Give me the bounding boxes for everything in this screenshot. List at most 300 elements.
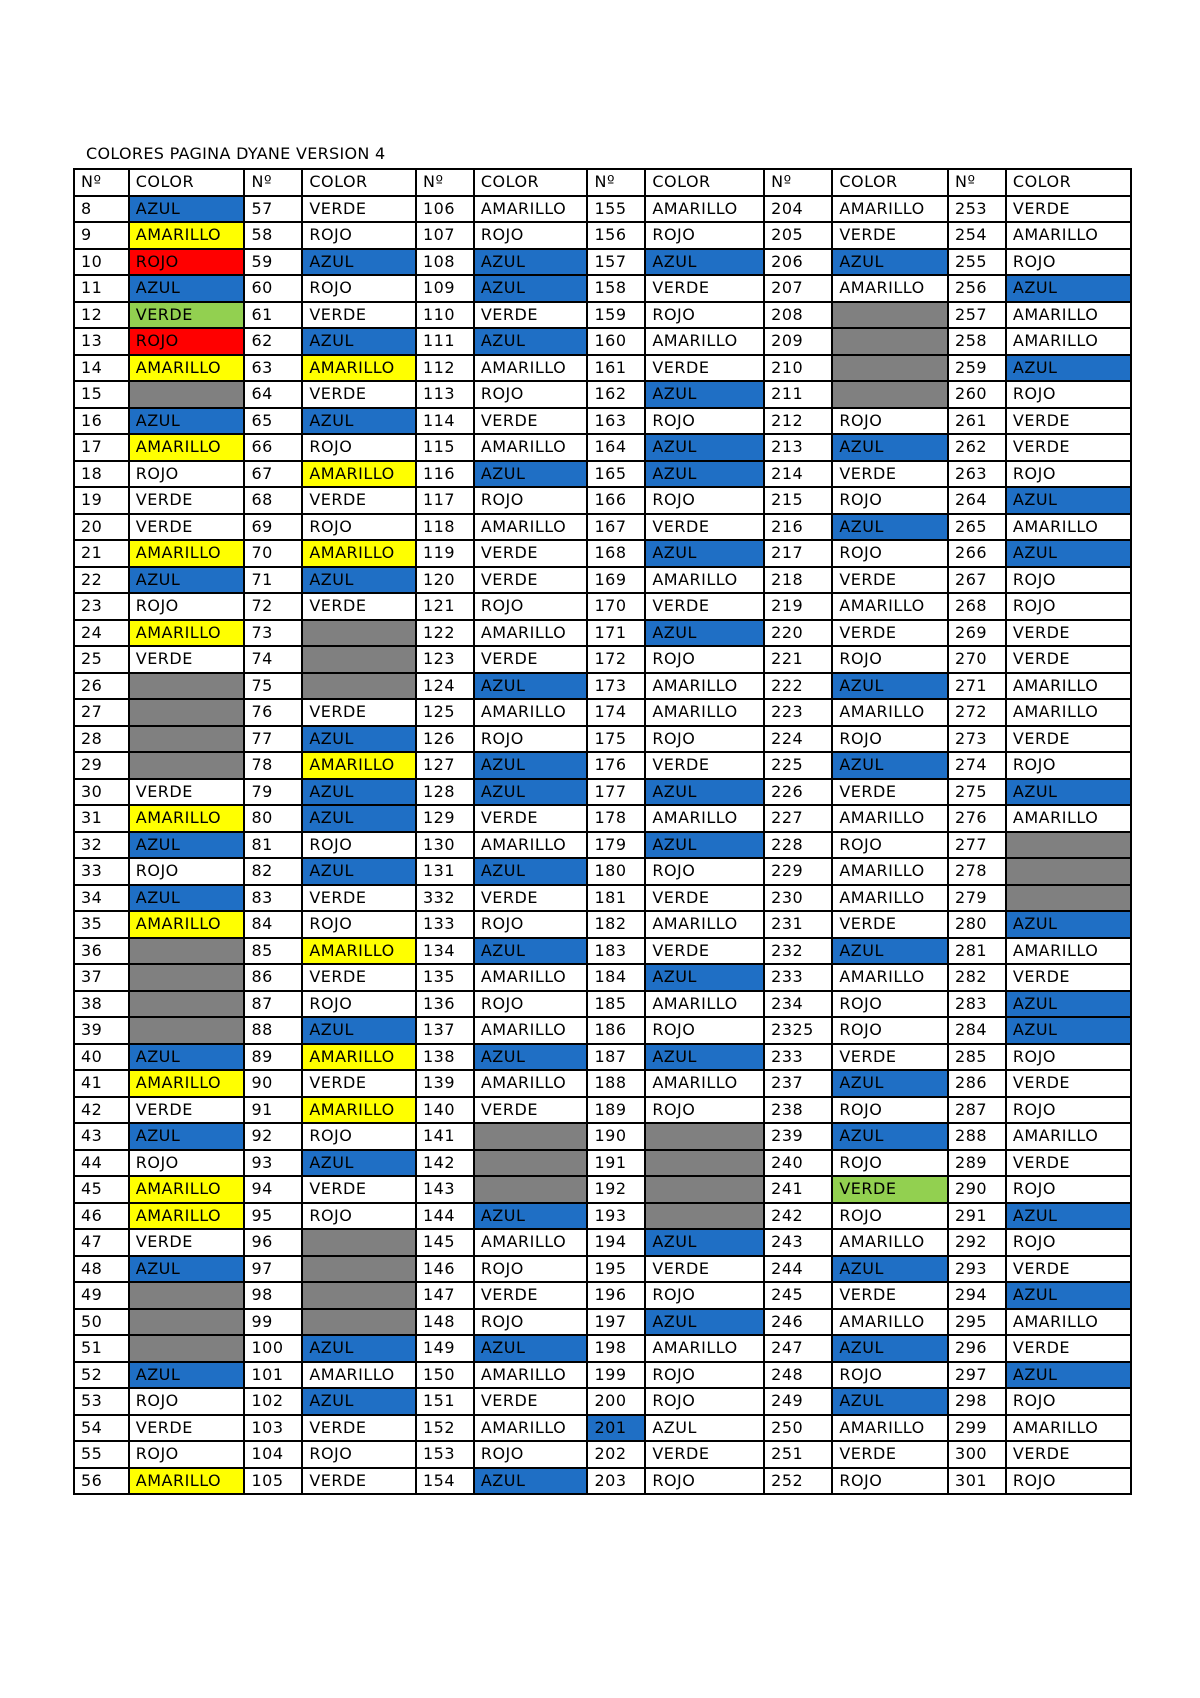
color-cell bbox=[129, 1282, 245, 1309]
color-cell: VERDE bbox=[129, 779, 245, 806]
color-cell: ROJO bbox=[1006, 1097, 1131, 1124]
number-cell: 89 bbox=[244, 1044, 302, 1071]
color-cell: VERDE bbox=[1006, 1150, 1131, 1177]
number-cell: 28 bbox=[74, 726, 129, 753]
number-cell: 188 bbox=[587, 1070, 645, 1097]
header-color: COLOR bbox=[645, 169, 764, 196]
color-cell: VERDE bbox=[832, 779, 948, 806]
number-cell: 242 bbox=[764, 1203, 832, 1230]
color-cell: VERDE bbox=[302, 885, 416, 912]
color-cell: AMARILLO bbox=[302, 355, 416, 382]
number-cell: 95 bbox=[244, 1203, 302, 1230]
number-cell: 180 bbox=[587, 858, 645, 885]
color-cell: VERDE bbox=[832, 911, 948, 938]
color-cell: ROJO bbox=[302, 222, 416, 249]
color-cell: AMARILLO bbox=[129, 1203, 245, 1230]
color-cell: ROJO bbox=[302, 991, 416, 1018]
color-cell: AZUL bbox=[645, 832, 764, 859]
number-cell: 273 bbox=[948, 726, 1006, 753]
color-cell: AZUL bbox=[302, 1335, 416, 1362]
color-cell: AZUL bbox=[474, 1203, 588, 1230]
number-cell: 110 bbox=[416, 302, 474, 329]
color-cell: AZUL bbox=[129, 408, 245, 435]
number-cell: 61 bbox=[244, 302, 302, 329]
number-cell: 96 bbox=[244, 1229, 302, 1256]
number-cell: 293 bbox=[948, 1256, 1006, 1283]
color-cell: AZUL bbox=[645, 434, 764, 461]
number-cell: 264 bbox=[948, 487, 1006, 514]
color-cell: ROJO bbox=[645, 487, 764, 514]
number-cell: 234 bbox=[764, 991, 832, 1018]
color-cell: VERDE bbox=[474, 1388, 588, 1415]
color-cell: AMARILLO bbox=[474, 1070, 588, 1097]
color-cell bbox=[832, 302, 948, 329]
color-cell: AZUL bbox=[832, 249, 948, 276]
color-cell: VERDE bbox=[1006, 196, 1131, 223]
header-color: COLOR bbox=[832, 169, 948, 196]
color-cell: AZUL bbox=[645, 461, 764, 488]
number-cell: 142 bbox=[416, 1150, 474, 1177]
color-cell bbox=[645, 1150, 764, 1177]
number-cell: 50 bbox=[74, 1309, 129, 1336]
color-cell: VERDE bbox=[129, 1097, 245, 1124]
number-cell: 193 bbox=[587, 1203, 645, 1230]
number-cell: 205 bbox=[764, 222, 832, 249]
number-cell: 101 bbox=[244, 1362, 302, 1389]
number-cell: 74 bbox=[244, 646, 302, 673]
table-row bbox=[74, 752, 1131, 779]
color-cell bbox=[832, 355, 948, 382]
number-cell: 115 bbox=[416, 434, 474, 461]
color-cell: AMARILLO bbox=[1006, 222, 1131, 249]
color-cell: AMARILLO bbox=[1006, 673, 1131, 700]
number-cell: 138 bbox=[416, 1044, 474, 1071]
color-cell bbox=[645, 1176, 764, 1203]
number-cell: 281 bbox=[948, 938, 1006, 965]
number-cell: 123 bbox=[416, 646, 474, 673]
table-row bbox=[74, 434, 1131, 461]
number-cell: 275 bbox=[948, 779, 1006, 806]
number-cell: 182 bbox=[587, 911, 645, 938]
color-cell: ROJO bbox=[129, 1441, 245, 1468]
color-cell: ROJO bbox=[302, 434, 416, 461]
number-cell: 48 bbox=[74, 1256, 129, 1283]
color-cell: ROJO bbox=[1006, 1044, 1131, 1071]
number-cell: 194 bbox=[587, 1229, 645, 1256]
color-cell: AMARILLO bbox=[302, 1362, 416, 1389]
number-cell: 81 bbox=[244, 832, 302, 859]
color-cell: ROJO bbox=[832, 991, 948, 1018]
color-cell bbox=[1006, 885, 1131, 912]
color-cell: VERDE bbox=[474, 885, 588, 912]
number-cell: 225 bbox=[764, 752, 832, 779]
color-cell: ROJO bbox=[1006, 752, 1131, 779]
table-row bbox=[74, 1017, 1131, 1044]
color-cell: AMARILLO bbox=[832, 964, 948, 991]
number-cell: 85 bbox=[244, 938, 302, 965]
table-row bbox=[74, 726, 1131, 753]
color-cell: VERDE bbox=[645, 514, 764, 541]
number-cell: 175 bbox=[587, 726, 645, 753]
number-cell: 261 bbox=[948, 408, 1006, 435]
number-cell: 291 bbox=[948, 1203, 1006, 1230]
number-cell: 131 bbox=[416, 858, 474, 885]
table-row bbox=[74, 1044, 1131, 1071]
number-cell: 190 bbox=[587, 1123, 645, 1150]
number-cell: 161 bbox=[587, 355, 645, 382]
number-cell: 26 bbox=[74, 673, 129, 700]
color-cell: AZUL bbox=[474, 1468, 588, 1495]
color-cell: AZUL bbox=[302, 779, 416, 806]
color-cell: AZUL bbox=[129, 1044, 245, 1071]
table-row bbox=[74, 487, 1131, 514]
table-row bbox=[74, 1282, 1131, 1309]
number-cell: 282 bbox=[948, 964, 1006, 991]
number-cell: 47 bbox=[74, 1229, 129, 1256]
color-cell: VERDE bbox=[129, 487, 245, 514]
number-cell: 163 bbox=[587, 408, 645, 435]
number-cell: 269 bbox=[948, 620, 1006, 647]
number-cell: 140 bbox=[416, 1097, 474, 1124]
number-cell: 25 bbox=[74, 646, 129, 673]
number-cell: 266 bbox=[948, 540, 1006, 567]
color-cell: AZUL bbox=[645, 540, 764, 567]
color-cell: AMARILLO bbox=[474, 1415, 588, 1442]
color-cell: VERDE bbox=[1006, 1441, 1131, 1468]
number-cell: 134 bbox=[416, 938, 474, 965]
number-cell: 35 bbox=[74, 911, 129, 938]
number-cell: 121 bbox=[416, 593, 474, 620]
number-cell: 78 bbox=[244, 752, 302, 779]
number-cell: 251 bbox=[764, 1441, 832, 1468]
color-cell bbox=[129, 1017, 245, 1044]
color-cell: VERDE bbox=[832, 567, 948, 594]
color-cell: AMARILLO bbox=[129, 805, 245, 832]
color-cell bbox=[129, 726, 245, 753]
number-cell: 169 bbox=[587, 567, 645, 594]
number-cell: 246 bbox=[764, 1309, 832, 1336]
number-cell: 230 bbox=[764, 885, 832, 912]
color-cell: ROJO bbox=[645, 1468, 764, 1495]
number-cell: 233 bbox=[764, 1044, 832, 1071]
number-cell: 283 bbox=[948, 991, 1006, 1018]
color-cell: AMARILLO bbox=[645, 699, 764, 726]
number-cell: 56 bbox=[74, 1468, 129, 1495]
number-cell: 145 bbox=[416, 1229, 474, 1256]
color-cell: VERDE bbox=[1006, 646, 1131, 673]
header-color: COLOR bbox=[129, 169, 245, 196]
color-cell: ROJO bbox=[645, 858, 764, 885]
number-cell: 184 bbox=[587, 964, 645, 991]
color-cell: VERDE bbox=[129, 514, 245, 541]
table-row bbox=[74, 699, 1131, 726]
number-cell: 141 bbox=[416, 1123, 474, 1150]
number-cell: 91 bbox=[244, 1097, 302, 1124]
color-cell: AZUL bbox=[129, 196, 245, 223]
number-cell: 98 bbox=[244, 1282, 302, 1309]
color-cell: AMARILLO bbox=[645, 673, 764, 700]
table-row bbox=[74, 1468, 1131, 1495]
number-cell: 84 bbox=[244, 911, 302, 938]
color-cell: AZUL bbox=[302, 1388, 416, 1415]
number-cell: 220 bbox=[764, 620, 832, 647]
header-number: Nº bbox=[416, 169, 474, 196]
number-cell: 43 bbox=[74, 1123, 129, 1150]
number-cell: 146 bbox=[416, 1256, 474, 1283]
number-cell: 14 bbox=[74, 355, 129, 382]
table-row bbox=[74, 567, 1131, 594]
number-cell: 260 bbox=[948, 381, 1006, 408]
number-cell: 214 bbox=[764, 461, 832, 488]
number-cell: 254 bbox=[948, 222, 1006, 249]
color-cell: VERDE bbox=[474, 567, 588, 594]
color-cell: AMARILLO bbox=[832, 885, 948, 912]
color-cell: ROJO bbox=[474, 222, 588, 249]
number-cell: 21 bbox=[74, 540, 129, 567]
color-cell: ROJO bbox=[1006, 461, 1131, 488]
number-cell: 71 bbox=[244, 567, 302, 594]
number-cell: 30 bbox=[74, 779, 129, 806]
number-cell: 109 bbox=[416, 275, 474, 302]
color-cell: AZUL bbox=[1006, 1017, 1131, 1044]
number-cell: 173 bbox=[587, 673, 645, 700]
color-cell: AZUL bbox=[302, 1017, 416, 1044]
color-cell: ROJO bbox=[129, 249, 245, 276]
color-cell: ROJO bbox=[832, 726, 948, 753]
color-cell: VERDE bbox=[302, 1468, 416, 1495]
color-cell: ROJO bbox=[645, 1362, 764, 1389]
number-cell: 113 bbox=[416, 381, 474, 408]
color-cell: VERDE bbox=[645, 752, 764, 779]
number-cell: 147 bbox=[416, 1282, 474, 1309]
table-row bbox=[74, 1388, 1131, 1415]
number-cell: 124 bbox=[416, 673, 474, 700]
number-cell: 216 bbox=[764, 514, 832, 541]
number-cell: 287 bbox=[948, 1097, 1006, 1124]
number-cell: 185 bbox=[587, 991, 645, 1018]
color-cell: AMARILLO bbox=[474, 1362, 588, 1389]
number-cell: 226 bbox=[764, 779, 832, 806]
number-cell: 31 bbox=[74, 805, 129, 832]
color-cell: ROJO bbox=[645, 1388, 764, 1415]
color-cell: AZUL bbox=[832, 1123, 948, 1150]
color-cell: VERDE bbox=[832, 1441, 948, 1468]
color-cell: ROJO bbox=[1006, 567, 1131, 594]
color-cell: AMARILLO bbox=[302, 540, 416, 567]
number-cell: 259 bbox=[948, 355, 1006, 382]
color-cell: AZUL bbox=[1006, 1362, 1131, 1389]
number-cell: 215 bbox=[764, 487, 832, 514]
number-cell: 10 bbox=[74, 249, 129, 276]
number-cell: 181 bbox=[587, 885, 645, 912]
table-row bbox=[74, 222, 1131, 249]
number-cell: 224 bbox=[764, 726, 832, 753]
number-cell: 36 bbox=[74, 938, 129, 965]
color-cell: VERDE bbox=[302, 699, 416, 726]
number-cell: 247 bbox=[764, 1335, 832, 1362]
number-cell: 250 bbox=[764, 1415, 832, 1442]
color-cell: AZUL bbox=[1006, 911, 1131, 938]
color-cell bbox=[302, 673, 416, 700]
number-cell: 150 bbox=[416, 1362, 474, 1389]
color-cell bbox=[832, 381, 948, 408]
color-cell: AMARILLO bbox=[474, 355, 588, 382]
number-cell: 280 bbox=[948, 911, 1006, 938]
color-cell bbox=[474, 1150, 588, 1177]
number-cell: 301 bbox=[948, 1468, 1006, 1495]
number-cell: 171 bbox=[587, 620, 645, 647]
color-cell: ROJO bbox=[645, 1017, 764, 1044]
number-cell: 133 bbox=[416, 911, 474, 938]
color-cell: AZUL bbox=[645, 779, 764, 806]
color-cell: VERDE bbox=[302, 1415, 416, 1442]
color-cell: ROJO bbox=[645, 726, 764, 753]
number-cell: 94 bbox=[244, 1176, 302, 1203]
table-row bbox=[74, 1415, 1131, 1442]
number-cell: 33 bbox=[74, 858, 129, 885]
color-cell: AZUL bbox=[302, 328, 416, 355]
number-cell: 107 bbox=[416, 222, 474, 249]
color-cell: VERDE bbox=[1006, 408, 1131, 435]
color-cell: AZUL bbox=[129, 1123, 245, 1150]
color-cell: AMARILLO bbox=[129, 434, 245, 461]
color-cell: AMARILLO bbox=[832, 805, 948, 832]
number-cell: 294 bbox=[948, 1282, 1006, 1309]
color-cell: AMARILLO bbox=[302, 938, 416, 965]
number-cell: 297 bbox=[948, 1362, 1006, 1389]
table-row bbox=[74, 1256, 1131, 1283]
color-cell: VERDE bbox=[1006, 726, 1131, 753]
color-cell: AZUL bbox=[1006, 1282, 1131, 1309]
color-cell: ROJO bbox=[129, 1150, 245, 1177]
color-cell: AZUL bbox=[832, 434, 948, 461]
number-cell: 229 bbox=[764, 858, 832, 885]
number-cell: 67 bbox=[244, 461, 302, 488]
number-cell: 300 bbox=[948, 1441, 1006, 1468]
number-cell: 19 bbox=[74, 487, 129, 514]
color-cell: ROJO bbox=[832, 487, 948, 514]
color-cell bbox=[129, 1309, 245, 1336]
color-cell: AZUL bbox=[474, 249, 588, 276]
number-cell: 63 bbox=[244, 355, 302, 382]
color-cell: AMARILLO bbox=[645, 196, 764, 223]
table-header-row bbox=[74, 169, 1131, 196]
color-cell: VERDE bbox=[302, 1176, 416, 1203]
number-cell: 204 bbox=[764, 196, 832, 223]
color-cell bbox=[302, 1282, 416, 1309]
color-cell: AZUL bbox=[302, 1150, 416, 1177]
number-cell: 23 bbox=[74, 593, 129, 620]
number-cell: 284 bbox=[948, 1017, 1006, 1044]
number-cell: 167 bbox=[587, 514, 645, 541]
number-cell: 106 bbox=[416, 196, 474, 223]
number-cell: 196 bbox=[587, 1282, 645, 1309]
color-cell: VERDE bbox=[645, 355, 764, 382]
number-cell: 120 bbox=[416, 567, 474, 594]
color-cell: VERDE bbox=[474, 540, 588, 567]
number-cell: 93 bbox=[244, 1150, 302, 1177]
number-cell: 295 bbox=[948, 1309, 1006, 1336]
number-cell: 168 bbox=[587, 540, 645, 567]
color-cell: AMARILLO bbox=[1006, 514, 1131, 541]
table-row bbox=[74, 249, 1131, 276]
color-cell: AZUL bbox=[645, 964, 764, 991]
number-cell: 212 bbox=[764, 408, 832, 435]
number-cell: 174 bbox=[587, 699, 645, 726]
number-cell: 12 bbox=[74, 302, 129, 329]
number-cell: 165 bbox=[587, 461, 645, 488]
color-cell: ROJO bbox=[302, 275, 416, 302]
table-row bbox=[74, 885, 1131, 912]
color-cell: ROJO bbox=[302, 911, 416, 938]
color-cell: AMARILLO bbox=[129, 355, 245, 382]
color-cell: AMARILLO bbox=[129, 1176, 245, 1203]
number-cell: 279 bbox=[948, 885, 1006, 912]
number-cell: 55 bbox=[74, 1441, 129, 1468]
color-cell bbox=[129, 991, 245, 1018]
number-cell: 278 bbox=[948, 858, 1006, 885]
color-cell: AZUL bbox=[832, 1256, 948, 1283]
color-cell: AZUL bbox=[645, 1309, 764, 1336]
color-cell: ROJO bbox=[474, 1441, 588, 1468]
number-cell: 97 bbox=[244, 1256, 302, 1283]
color-cell: VERDE bbox=[474, 408, 588, 435]
color-cell: AMARILLO bbox=[645, 805, 764, 832]
number-cell: 45 bbox=[74, 1176, 129, 1203]
number-cell: 228 bbox=[764, 832, 832, 859]
color-cell: AZUL bbox=[302, 249, 416, 276]
color-cell: VERDE bbox=[474, 302, 588, 329]
number-cell: 87 bbox=[244, 991, 302, 1018]
number-cell: 119 bbox=[416, 540, 474, 567]
color-cell: AMARILLO bbox=[474, 514, 588, 541]
table-row bbox=[74, 1097, 1131, 1124]
color-cell: AMARILLO bbox=[474, 434, 588, 461]
number-cell: 46 bbox=[74, 1203, 129, 1230]
color-cell: VERDE bbox=[832, 222, 948, 249]
color-cell: AZUL bbox=[832, 1388, 948, 1415]
color-cell: AMARILLO bbox=[129, 222, 245, 249]
number-cell: 122 bbox=[416, 620, 474, 647]
color-cell: AMARILLO bbox=[129, 911, 245, 938]
number-cell: 223 bbox=[764, 699, 832, 726]
color-cell: ROJO bbox=[832, 1362, 948, 1389]
number-cell: 277 bbox=[948, 832, 1006, 859]
color-cell: VERDE bbox=[129, 1229, 245, 1256]
color-cell: ROJO bbox=[302, 1441, 416, 1468]
color-cell bbox=[1006, 858, 1131, 885]
number-cell: 65 bbox=[244, 408, 302, 435]
color-cell: AMARILLO bbox=[302, 461, 416, 488]
color-cell: AZUL bbox=[129, 1256, 245, 1283]
number-cell: 130 bbox=[416, 832, 474, 859]
number-cell: 27 bbox=[74, 699, 129, 726]
number-cell: 136 bbox=[416, 991, 474, 1018]
number-cell: 139 bbox=[416, 1070, 474, 1097]
color-cell: VERDE bbox=[645, 885, 764, 912]
number-cell: 231 bbox=[764, 911, 832, 938]
color-cell: ROJO bbox=[832, 1468, 948, 1495]
number-cell: 73 bbox=[244, 620, 302, 647]
number-cell: 164 bbox=[587, 434, 645, 461]
color-cell: ROJO bbox=[832, 408, 948, 435]
color-cell bbox=[832, 328, 948, 355]
number-cell: 237 bbox=[764, 1070, 832, 1097]
color-cell: AZUL bbox=[832, 514, 948, 541]
number-cell: 112 bbox=[416, 355, 474, 382]
color-cell bbox=[302, 620, 416, 647]
table-row bbox=[74, 1335, 1131, 1362]
